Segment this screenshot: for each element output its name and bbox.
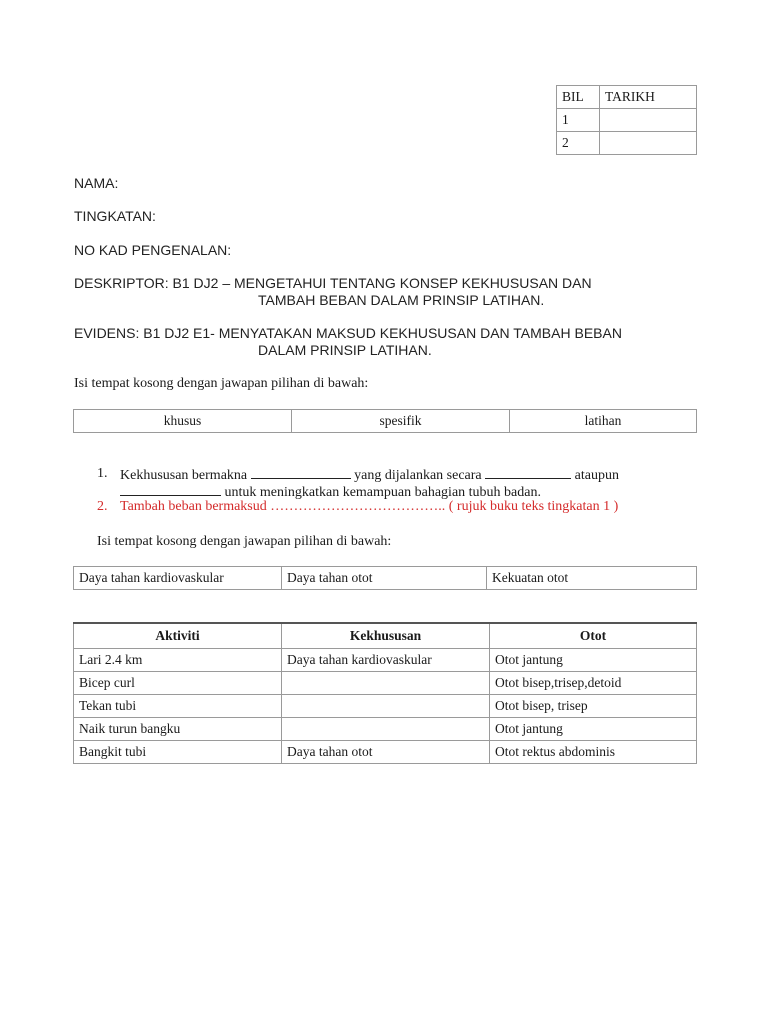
kekhususan-cell[interactable] [282,718,490,741]
table-row [74,672,697,695]
question-1-text-d: untuk meningkatkan kemampuan bahagian tubuh badan. [224,485,541,500]
table-row [74,695,697,718]
blank-1[interactable] [251,466,351,479]
bil-cell: 1 [557,109,600,132]
otot-cell: Otot bisep, trisep [490,695,697,718]
choice-khusus: khusus [74,410,292,433]
choices-table-1 [73,409,697,433]
tarikh-cell[interactable] [600,132,697,155]
table-row [74,567,697,590]
bil-tarikh-table [556,85,697,155]
kekhususan-cell[interactable]: Daya tahan otot [282,741,490,764]
table-row [74,741,697,764]
question-1-text-c: ataupun [574,468,619,483]
bil-header: BIL [557,86,600,109]
kekhususan-cell[interactable] [282,695,490,718]
kekhususan-cell[interactable] [282,672,490,695]
evidens-line-1: EVIDENS: B1 DJ2 E1- MENYATAKAN MAKSUD KEKHUSUSAN DAN TAMBAH BEBAN [74,325,622,341]
tarikh-header: TARIKH [600,86,697,109]
otot-cell: Otot bisep,trisep,detoid [490,672,697,695]
aktiviti-cell: Lari 2.4 km [74,649,282,672]
otot-cell: Otot jantung [490,718,697,741]
choices-table-2 [73,566,697,590]
kekhususan-header: Kekhususan [282,623,490,649]
question-1-text-b: yang dijalankan secara [354,468,482,483]
question-2-text: Tambah beban bermaksud ……………………………….. ( rujuk buku teks tingkatan 1 ) [120,499,619,514]
aktiviti-header: Aktiviti [74,623,282,649]
table-row [557,109,697,132]
blank-2[interactable] [485,466,571,479]
table-row [74,649,697,672]
choice-kekuatan-otot: Kekuatan otot [487,567,697,590]
choice-latihan: latihan [510,410,697,433]
otot-cell: Otot jantung [490,649,697,672]
tarikh-cell[interactable] [600,109,697,132]
instruction-2: Isi tempat kosong dengan jawapan pilihan di bawah: [97,534,392,549]
bil-cell: 2 [557,132,600,155]
question-1-number: 1. [97,466,108,481]
evidens-line-2: DALAM PRINSIP LATIHAN. [258,342,432,358]
otot-cell: Otot rektus abdominis [490,741,697,764]
choice-spesifik: spesifik [292,410,510,433]
table-row [557,132,697,155]
table-row [557,86,697,109]
otot-header: Otot [490,623,697,649]
tingkatan-label: TINGKATAN: [74,208,156,224]
nama-label: NAMA: [74,175,119,191]
instruction-1: Isi tempat kosong dengan jawapan pilihan di bawah: [74,376,369,391]
aktiviti-cell: Tekan tubi [74,695,282,718]
table-row [74,718,697,741]
aktiviti-cell: Naik turun bangku [74,718,282,741]
blank-3[interactable] [120,483,221,496]
aktiviti-cell: Bicep curl [74,672,282,695]
aktiviti-cell: Bangkit tubi [74,741,282,764]
choice-daya-tahan-otot: Daya tahan otot [282,567,487,590]
table-header-row [74,623,697,649]
kekhususan-cell[interactable]: Daya tahan kardiovaskular [282,649,490,672]
aktiviti-table [73,622,697,764]
question-1-line-1 [120,466,619,484]
deskriptor-line-2: TAMBAH BEBAN DALAM PRINSIP LATIHAN. [258,292,545,308]
question-1-text-a: Kekhususan bermakna [120,468,248,483]
choice-daya-tahan-kardiovaskular: Daya tahan kardiovaskular [74,567,282,590]
table-row [74,410,697,433]
question-2-number: 2. [97,499,108,514]
deskriptor-line-1: DESKRIPTOR: B1 DJ2 – MENGETAHUI TENTANG KONSEP KEKHUSUSAN DAN [74,275,592,291]
no-kad-label: NO KAD PENGENALAN: [74,242,232,258]
